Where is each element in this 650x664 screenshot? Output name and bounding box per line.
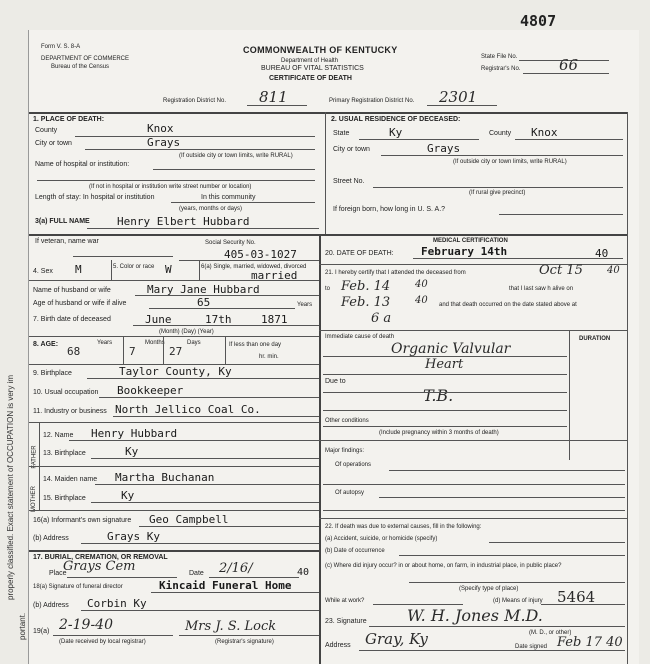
hospital-label: Name of hospital or institution: [35, 161, 130, 168]
primary-reg-no: 2301 [439, 88, 478, 106]
duration-label: DURATION [579, 336, 611, 342]
occupation: Bookkeeper [117, 384, 184, 397]
attend-from-year: 40 [607, 265, 620, 276]
place-of-death-label: 1. PLACE OF DEATH: [33, 116, 105, 123]
registrar-no: 66 [559, 56, 579, 74]
last-seen-label: that I last saw h alive on [509, 286, 574, 292]
father-name-label: 12. Name [43, 432, 74, 439]
last-seen-year: 40 [415, 295, 428, 306]
autopsy-label: Of autopsy [335, 490, 365, 496]
form-number: Form V. S. 8-A [41, 44, 81, 50]
father-birth-label: 13. Birthplace [43, 450, 86, 457]
industry-label: 11. Industry or business [33, 408, 107, 415]
place-city-note: (If outside city or town limits, write RURAL) [179, 153, 293, 159]
external-label: 22. If death was due to external causes, fill in the following: [325, 524, 482, 530]
filed-label: 19(a) [33, 628, 50, 635]
registrar-signature: Mrs J. S. Lock [185, 619, 277, 634]
marital-label: 6(a) Single, married, widowed, divorced [201, 264, 307, 270]
date-signed-label: Date signed [515, 644, 548, 650]
res-foreign-label: If foreign born, how long in U. S. A.? [333, 206, 446, 213]
state-file-label: State File No. [481, 54, 518, 60]
res-street-note: (If rural give precinct) [469, 190, 526, 196]
director-address-label: (b) Address [33, 602, 69, 609]
due-to-label: Due to [325, 378, 346, 385]
attend-label: 21. I hereby certify that I attended the deceased from [325, 270, 466, 276]
burial-date: 2/16/ [219, 561, 253, 576]
res-city-note: (If outside city or town limits, write RURAL) [453, 159, 567, 165]
immediate-cause-label: Immediate cause of death [325, 334, 395, 340]
external-c: (c) Where did injury occur? in or about home, on farm, in industrial place, in public place? [325, 563, 562, 569]
physician-address: Gray, Ky [365, 630, 428, 648]
attend-to-label: to [325, 286, 331, 292]
place-city-label: City or town [35, 140, 72, 147]
external-work: While at work? [325, 598, 365, 604]
birth-date-label: 7. Birth date of deceased [33, 316, 111, 323]
place-county: Knox [147, 122, 174, 135]
reg-district-label: Registration District No. [163, 98, 227, 104]
date-signed: Feb 17 40 [557, 635, 623, 650]
registrar-sig-note: (Registrar's signature) [215, 639, 274, 645]
residence-label: 2. USUAL RESIDENCE OF DECEASED: [331, 116, 461, 123]
external-type-note: (Specify type of place) [459, 586, 519, 592]
stay-note: (years, months or days) [179, 206, 243, 212]
reg-district-no: 811 [259, 88, 288, 106]
sex-label: 4. Sex [33, 268, 53, 275]
stamp-number: 4807 [520, 12, 557, 30]
attend-to-year: 40 [415, 279, 428, 290]
res-street-label: Street No. [333, 178, 365, 185]
place-county-label: County [35, 127, 58, 134]
spouse-label: Name of husband or wife [33, 287, 111, 294]
burial-place: Grays Cem [63, 559, 136, 574]
registrar-no-label: Registrar's No. [481, 66, 521, 72]
burial-place-label: Place [49, 570, 67, 577]
external-a: (a) Accident, suicide, or homicide (specify) [325, 536, 438, 542]
external-b: (b) Date of occurrence [325, 548, 385, 554]
hospital-note: (If not in hospital or institution write street number or location) [89, 184, 252, 190]
birth-year: 1871 [261, 313, 288, 326]
informant-address: Grays Ky [107, 530, 160, 543]
spouse-age: 65 [197, 296, 211, 309]
director: Kincaid Funeral Home [159, 579, 292, 592]
birthplace: Taylor County, Ky [119, 365, 232, 378]
spouse: Mary Jane Hubbard [147, 283, 260, 296]
mother-birth-label: 15. Birthplace [43, 495, 86, 502]
age-days: 27 [169, 345, 183, 358]
age-unit-years: Years [97, 340, 113, 346]
spouse-age-label: Age of husband or wife if alive [33, 300, 127, 307]
certificate-title: CERTIFICATE OF DEATH [269, 75, 352, 82]
place-city: Grays [147, 136, 181, 149]
veteran-label: If veteran, name war [35, 238, 99, 245]
department-label: DEPARTMENT OF COMMERCE [41, 56, 130, 62]
res-city-label: City or town [333, 146, 370, 153]
full-name: Henry Elbert Hubbard [117, 215, 250, 228]
mother-birth: Ky [121, 489, 135, 502]
code-number: 5464 [557, 588, 596, 606]
dept-health-label: Department of Health [281, 58, 339, 64]
age-less-units: hr. min. [259, 354, 279, 360]
last-seen: Feb. 13 [341, 295, 391, 310]
age-unit-days: Days [187, 340, 201, 346]
birth-date-note: (Month) (Day) (Year) [159, 329, 214, 335]
age-years: 68 [67, 345, 81, 358]
res-city: Grays [427, 142, 461, 155]
physician-signature: W. H. Jones M.D. [407, 606, 543, 625]
full-name-label: 3(a) FULL NAME [35, 218, 90, 225]
occurred-label: and that death occurred on the date stated above at [439, 302, 577, 308]
signature-note: (M. D., or other) [529, 630, 572, 636]
bureau-vital-label: BUREAU OF VITAL STATISTICS [261, 65, 364, 72]
primary-reg-label: Primary Registration District No. [329, 98, 415, 104]
age-label: 8. AGE: [33, 341, 59, 348]
due-to: T.B. [423, 386, 454, 405]
mother-name: Martha Buchanan [115, 471, 215, 484]
filed-note: (Date received by local registrar) [59, 639, 146, 645]
margin-text-1: properly classified. Exact statement of OCCUPATION is very im [6, 374, 15, 600]
age-less-label: If less than one day [229, 342, 282, 348]
age-months: 7 [129, 345, 136, 358]
mother-name-label: 14. Maiden name [43, 476, 98, 483]
cause-immediate: Organic Valvular [391, 341, 511, 357]
burial-year: 40 [297, 567, 310, 578]
res-county-label: County [489, 130, 512, 137]
ssn: 405-03-1027 [224, 248, 297, 261]
birthplace-label: 9. Birthplace [33, 370, 72, 377]
father-label: FATHER [31, 445, 38, 469]
informant: Geo Campbell [149, 513, 229, 526]
marital: married [251, 269, 298, 282]
physician-address-label: Address [325, 642, 351, 649]
commonwealth-title: COMMONWEALTH OF KENTUCKY [243, 45, 398, 55]
mother-label: MOTHER [31, 486, 37, 512]
director-address: Corbin Ky [87, 597, 147, 610]
birth-month: June [145, 313, 172, 326]
director-label: 18(a) Signature of funeral director [33, 584, 123, 590]
margin-text-2: portant. [18, 612, 27, 640]
external-means: (d) Means of injury [493, 598, 543, 604]
age-unit-months: Months [145, 340, 165, 346]
certificate-form [28, 30, 639, 664]
sex: M [75, 263, 82, 276]
death-date: February 14th [421, 245, 508, 258]
stay-community-label: In this community [201, 194, 256, 201]
res-state-label: State [333, 130, 350, 137]
operations-label: Of operations [335, 462, 372, 468]
bureau-label: Bureau of the Census [51, 64, 110, 70]
res-county: Knox [531, 126, 558, 139]
color-label: 5. Color or race [113, 264, 155, 270]
birth-day: 17th [205, 313, 232, 326]
death-time: 6 a [371, 311, 392, 326]
father-birth: Ky [125, 445, 139, 458]
death-date-label: 20. DATE OF DEATH: [325, 250, 394, 257]
burial-date-label: Date [189, 570, 204, 577]
attend-from: Oct 15 [539, 263, 583, 278]
stay-label: Length of stay: In hospital or institution [35, 194, 155, 201]
other-note: (Include pregnancy within 3 months of death) [379, 430, 499, 436]
informant-label: 16(a) Informant's own signature [33, 517, 132, 524]
years-label: Years [297, 302, 313, 308]
findings-label: Major findings: [325, 448, 365, 454]
signature-label: 23. Signature [325, 618, 367, 625]
occupation-label: 10. Usual occupation [33, 389, 99, 396]
ssn-label: Social Security No. [205, 240, 256, 246]
medical-title: MEDICAL CERTIFICATION [433, 238, 508, 244]
res-state: Ky [389, 126, 403, 139]
other-conditions-label: Other conditions [325, 418, 369, 424]
attend-to: Feb. 14 [341, 279, 391, 294]
father-name: Henry Hubbard [91, 427, 178, 440]
color: W [165, 263, 172, 276]
burial-label: 17. BURIAL, CREMATION, OR REMOVAL [33, 554, 168, 561]
industry: North Jellico Coal Co. [115, 403, 261, 416]
informant-address-label: (b) Address [33, 535, 69, 542]
cause-heart: Heart [425, 357, 464, 372]
filed-date: 2-19-40 [59, 617, 113, 633]
death-year: 40 [595, 247, 609, 260]
margin-notes [0, 40, 26, 640]
